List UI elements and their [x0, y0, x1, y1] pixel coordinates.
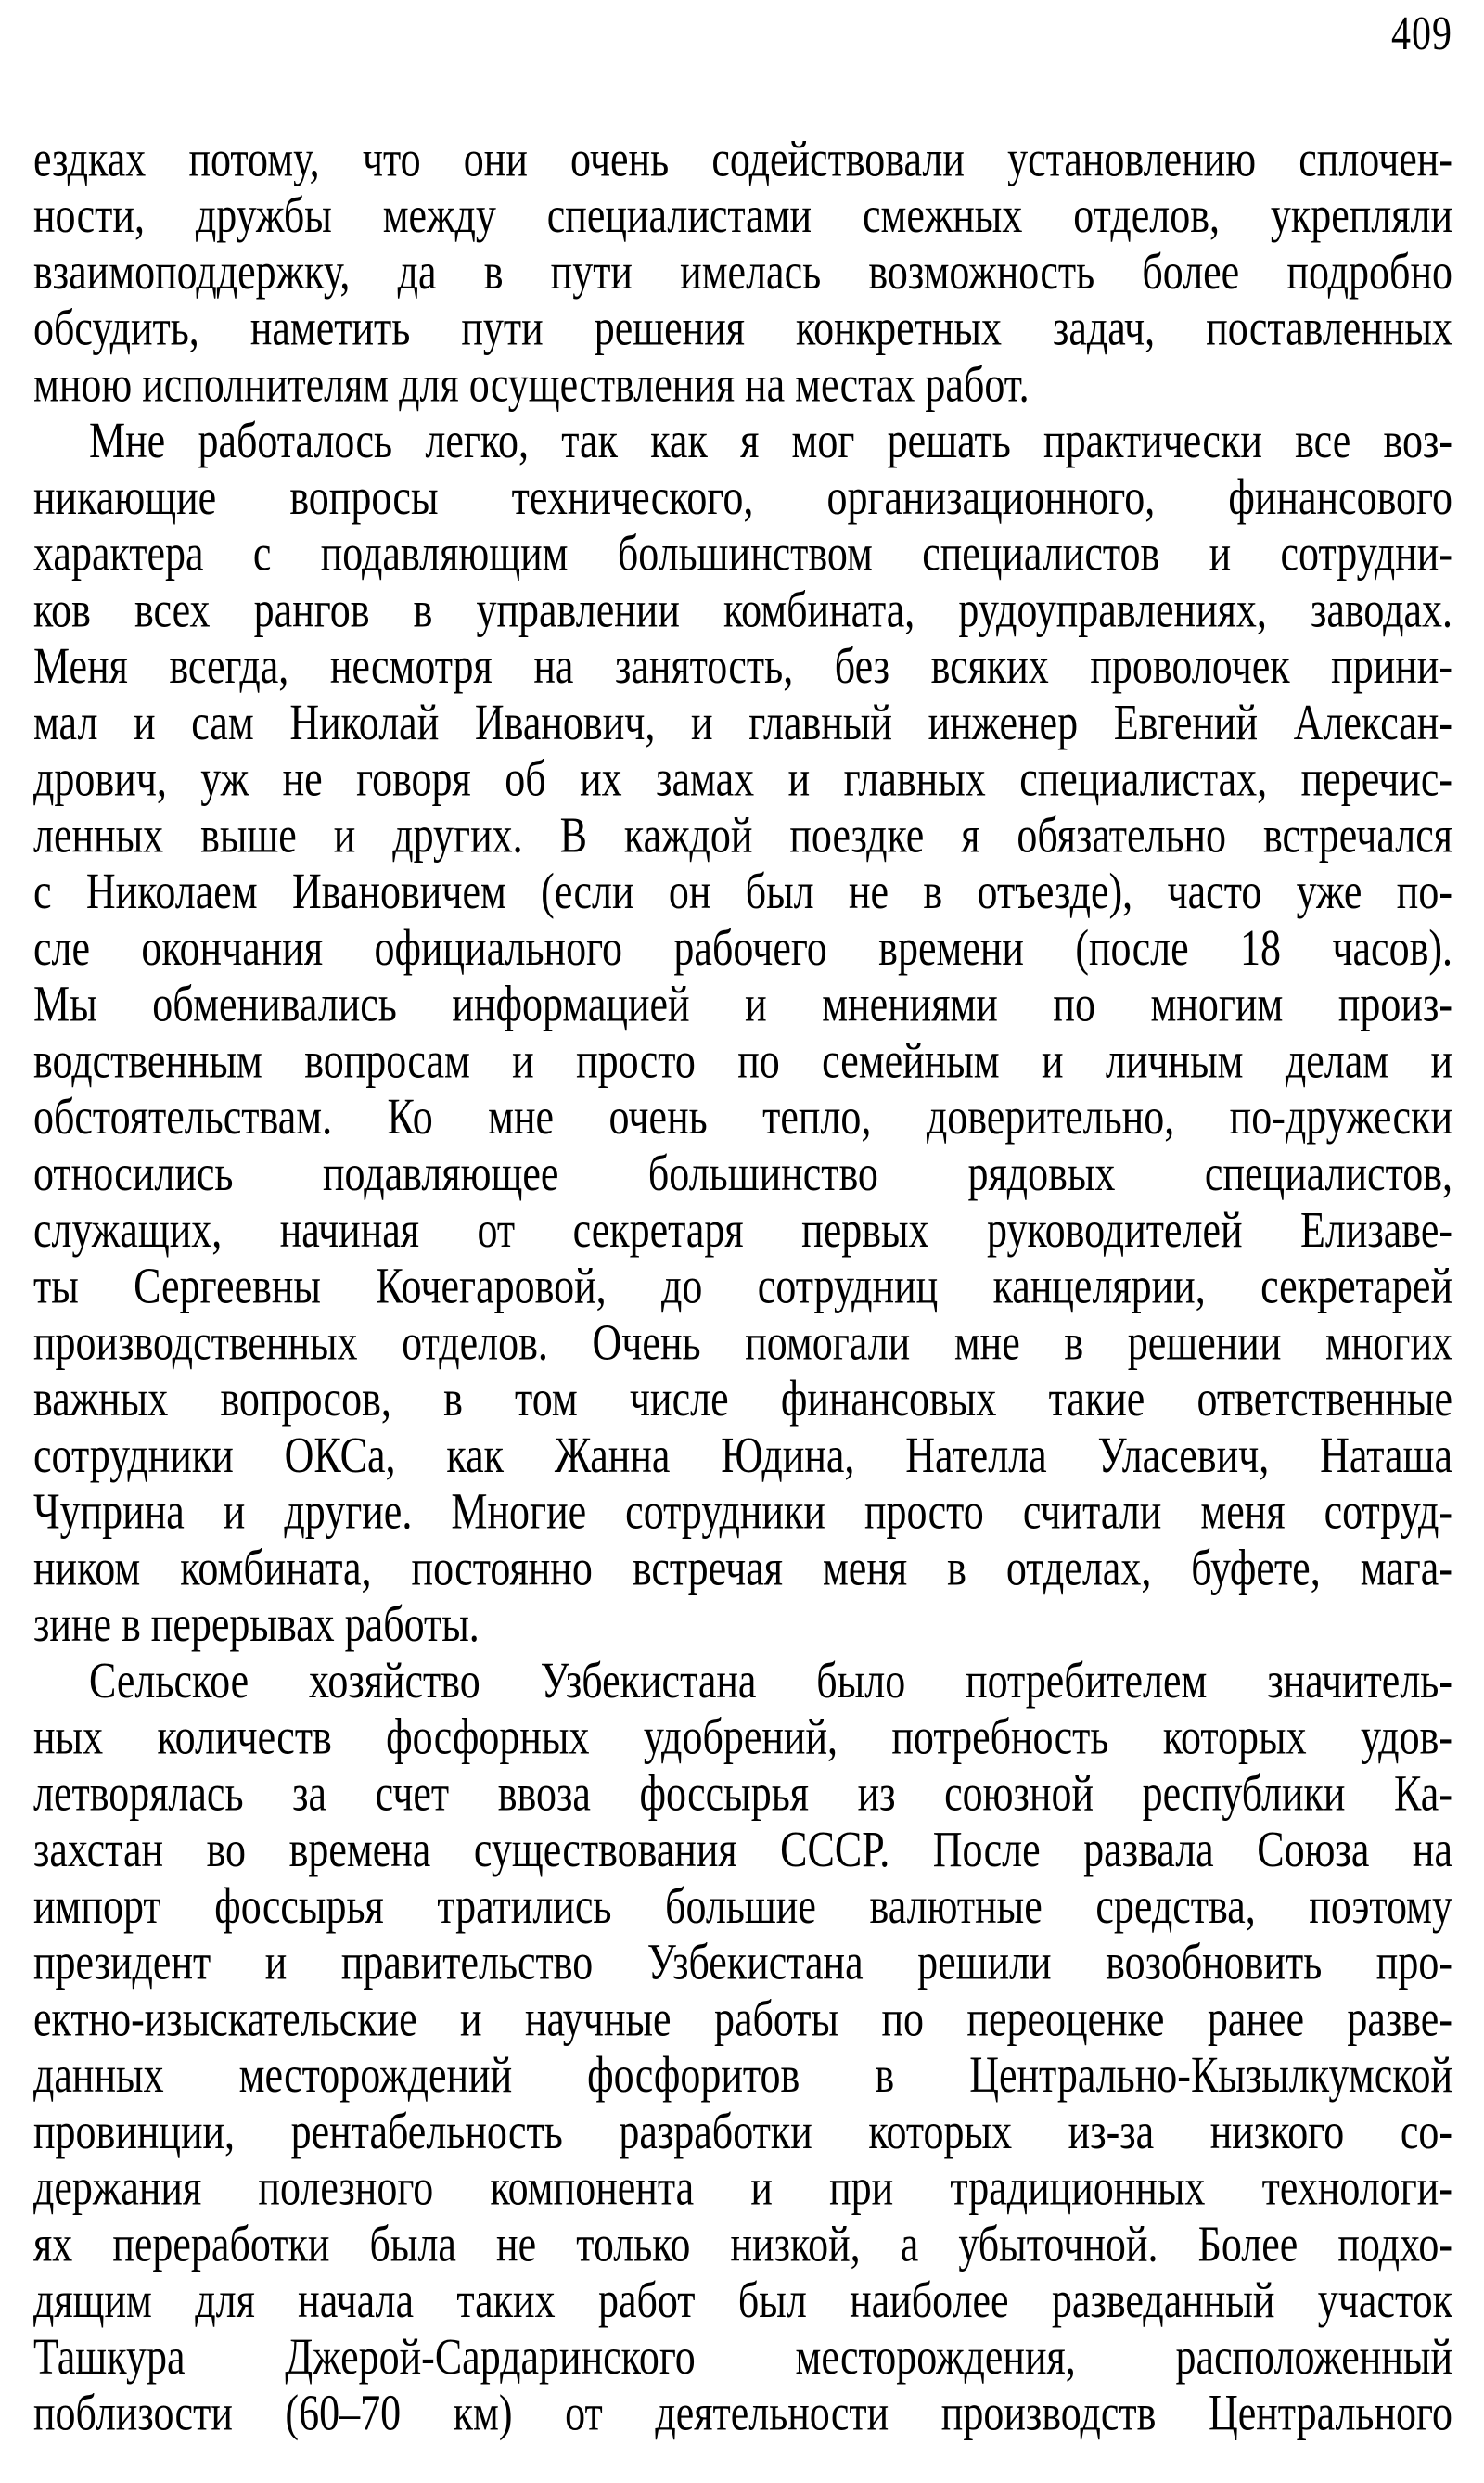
text-line: Меня всегда, несмотря на занятость, без всяких проволочек прини- — [33, 637, 1452, 695]
text-line: держания полезного компонента и при традиционных технологи- — [33, 2159, 1452, 2217]
text-line: сотрудники ОКСа, как Жанна Юдина, Нателла Уласевич, Наташа — [33, 1427, 1452, 1484]
text-line: относились подавляющее большинство рядовых специалистов, — [33, 1145, 1452, 1202]
text-line: дрович, уж не говоря об их замах и главных специалистах, перечис- — [33, 750, 1452, 808]
text-line: обсудить, наметить пути решения конкретных задач, поставленных — [33, 300, 1452, 356]
text-line: захстан во времена существования СССР. После развала Союза на — [33, 1821, 1452, 1878]
text-line: мал и сам Николай Иванович, и главный инженер Евгений Алексан- — [33, 694, 1452, 751]
text-line: ником комбината, постоянно встречая меня в отделах, буфете, мага- — [33, 1539, 1452, 1596]
text-line: Сельское хозяйство Узбекистана было потребителем значитель- — [89, 1652, 1452, 1709]
text-line: обстоятельствам. Ко мне очень тепло, доверительно, по-дружески — [33, 1088, 1452, 1146]
text-line: сле окончания официального рабочего времени (после 18 часов). — [33, 919, 1452, 977]
text-line: никающие вопросы технического, организационного, финансового — [33, 468, 1452, 526]
text-line: водственным вопросам и просто по семейным и личным делам и — [33, 1032, 1452, 1089]
text-line: поблизости (60–70 км) от деятельности производств Центрального — [33, 2385, 1452, 2442]
text-line: характера с подавляющим большинством специалистов и сотрудни- — [33, 525, 1452, 582]
page-body — [0, 7, 1484, 2442]
text-line: производственных отделов. Очень помогали мне в решении многих — [33, 1313, 1452, 1371]
text-line: ных количеств фосфорных удобрений, потребность которых удов- — [33, 1709, 1452, 1765]
text-line: летворялась за счет ввоза фоссырья из союзной республики Ка- — [33, 1765, 1452, 1822]
text-line: президент и правительство Узбекистана решили возобновить про- — [33, 1934, 1452, 1991]
text-line: ности, дружбы между специалистами смежных отделов, укрепляли — [33, 186, 1452, 244]
text-line: Ташкура Джерой-Сардаринского месторождения, расположенный — [33, 2328, 1452, 2386]
text-line: ков всех рангов в управлении комбината, рудоуправлениях, заводах. — [33, 582, 1452, 638]
text-line: импорт фоссырья тратились большие валютные средства, поэтому — [33, 1877, 1452, 1935]
text-line: мною исполнителям для осуществления на местах работ. — [33, 356, 1030, 413]
text-line: Чуприна и другие. Многие сотрудники просто считали меня сотруд- — [33, 1483, 1452, 1540]
text-line: зине в перерывах работы. — [33, 1595, 480, 1653]
text-line: ленных выше и других. В каждой поездке я обязательно встречался — [33, 807, 1452, 864]
text-line: ездках потому, что они очень содействовали установлению сплочен- — [33, 130, 1452, 187]
text-line: ты Сергеевны Кочегаровой, до сотрудниц канцелярии, секретарей — [33, 1258, 1452, 1314]
text-line: провинции, рентабельность разработки которых из-за низкого со- — [33, 2103, 1452, 2160]
text-line: служащих, начиная от секретаря первых руководителей Елизаве- — [33, 1201, 1452, 1259]
text-line: Мне работалось легко, так как я мог решать практически все воз- — [89, 412, 1452, 469]
text-line: дящим для начала таких работ был наиболее разведанный участок — [33, 2272, 1452, 2329]
text-line: ях переработки была не только низкой, а убыточной. Более подхо- — [33, 2216, 1452, 2272]
text-line: взаимоподдержку, да в пути имелась возможность более подробно — [33, 243, 1452, 301]
text-line: ектно-изыскательские и научные работы по переоценке ранее разве- — [33, 1990, 1452, 2047]
text-column — [33, 131, 1452, 2441]
page-number: 409 — [1391, 7, 1452, 61]
text-line: данных месторождений фосфоритов в Центрально-Кызылкумской — [33, 2046, 1452, 2104]
text-line: с Николаем Ивановичем (если он был не в отъезде), часто уже по- — [33, 863, 1452, 920]
text-line: важных вопросов, в том числе финансовых такие ответственные — [33, 1370, 1452, 1427]
text-line: Мы обменивались информацией и мнениями по многим произ- — [33, 976, 1452, 1033]
